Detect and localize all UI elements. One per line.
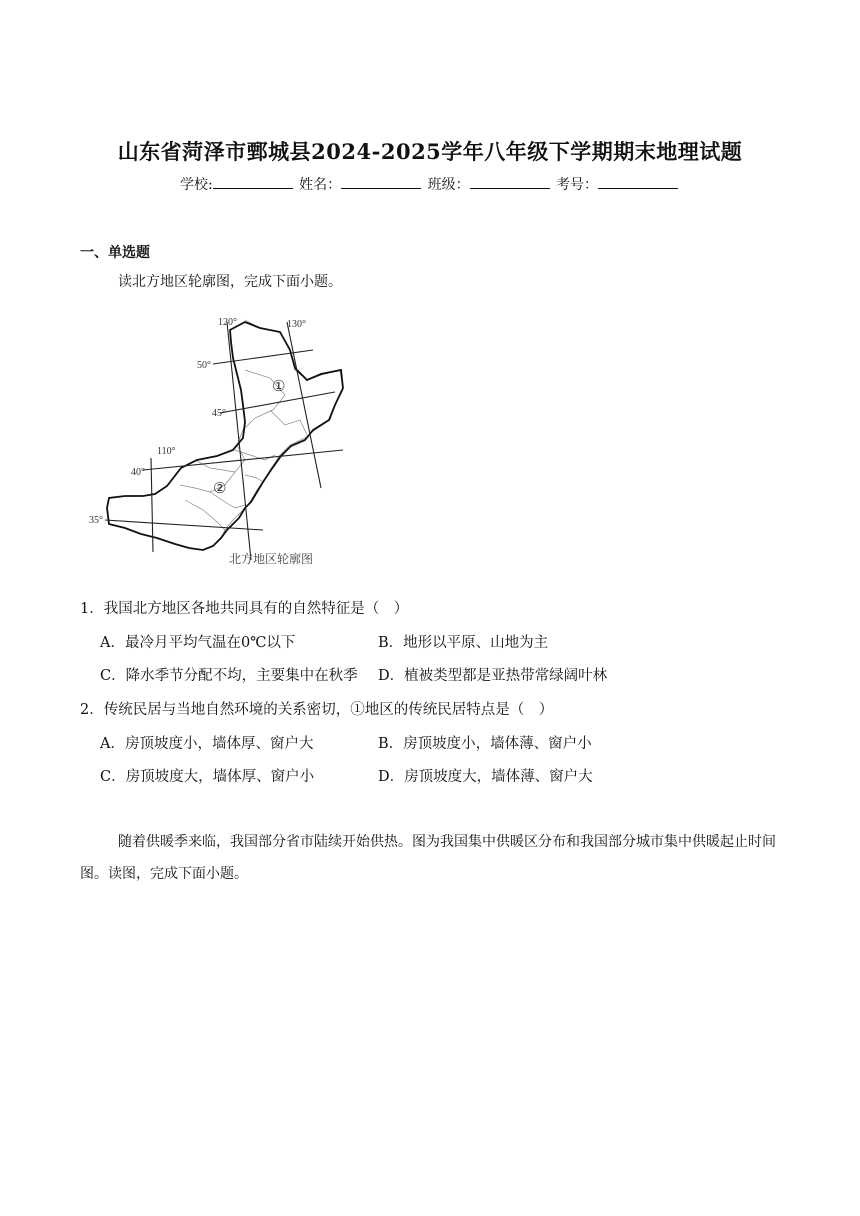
north-region-map: [85, 310, 355, 572]
section-heading: 一、单选题: [80, 245, 150, 261]
lat-label-50: 50°: [197, 360, 211, 371]
question-1-option-b[interactable]: B．地形以平原、山地为主: [378, 635, 549, 651]
question-2-stem: 2．传统民居与当地自然环境的关系密切，①地区的传统民居特点是（ ）: [80, 702, 554, 718]
lon-label-110: 110°: [157, 446, 176, 457]
lat-label-40: 40°: [131, 467, 145, 478]
question-1-option-d[interactable]: D．植被类型都是亚热带常绿阔叶林: [378, 668, 608, 684]
class-blank[interactable]: [470, 174, 550, 189]
school-label: 学校:: [179, 177, 213, 193]
lat-label-35: 35°: [89, 515, 103, 526]
lon-label-120: 120°: [218, 317, 237, 328]
school-blank[interactable]: [213, 174, 293, 189]
lat-label-45: 45°: [212, 408, 226, 419]
question-2-option-d[interactable]: D．房顶坡度大，墙体薄、窗户大: [378, 769, 593, 785]
question-2-option-c[interactable]: C．房顶坡度大，墙体厚、窗户小: [100, 769, 315, 785]
question-2-option-a[interactable]: A．房顶坡度小，墙体厚、窗户大: [100, 736, 314, 752]
class-label: 班级：: [427, 177, 470, 193]
map-figure: [85, 310, 355, 572]
lon-label-130: 130°: [287, 319, 306, 330]
exam-number-label: 考号：: [556, 177, 599, 193]
question-1-option-c[interactable]: C．降水季节分配不均，主要集中在秋季: [100, 668, 358, 684]
latitude-lines: [105, 350, 343, 530]
exam-number-blank[interactable]: [598, 174, 678, 189]
name-blank[interactable]: [341, 174, 421, 189]
province-boundaries: [180, 320, 343, 540]
north-region-outline: [107, 322, 343, 550]
question-1-stem: 1．我国北方地区各地共同具有的自然特征是（ ）: [80, 601, 409, 617]
region-marker-1: ①: [272, 377, 286, 395]
question-2-option-b[interactable]: B．房顶坡度小，墙体薄、窗户小: [378, 736, 592, 752]
region-marker-2: ②: [213, 479, 227, 497]
intro-text-map: 读北方地区轮廓图，完成下面小题。: [118, 274, 342, 290]
map-caption: 北方地区轮廓图: [229, 552, 314, 566]
name-label: 姓名：: [299, 177, 342, 193]
intro-text-heating: 随着供暖季来临，我国部分省市陆续开始供热。图为我国集中供暖区分布和我国部分城市集中供暖起止时间图。读图，完成下面小题。: [80, 834, 776, 882]
student-info-line: [0, 174, 860, 194]
question-1-option-a[interactable]: A．最冷月平均气温在0℃以下: [100, 635, 296, 651]
exam-title: 山东省菏泽市鄄城县2024-2025学年八年级下学期期末地理试题: [117, 139, 743, 164]
